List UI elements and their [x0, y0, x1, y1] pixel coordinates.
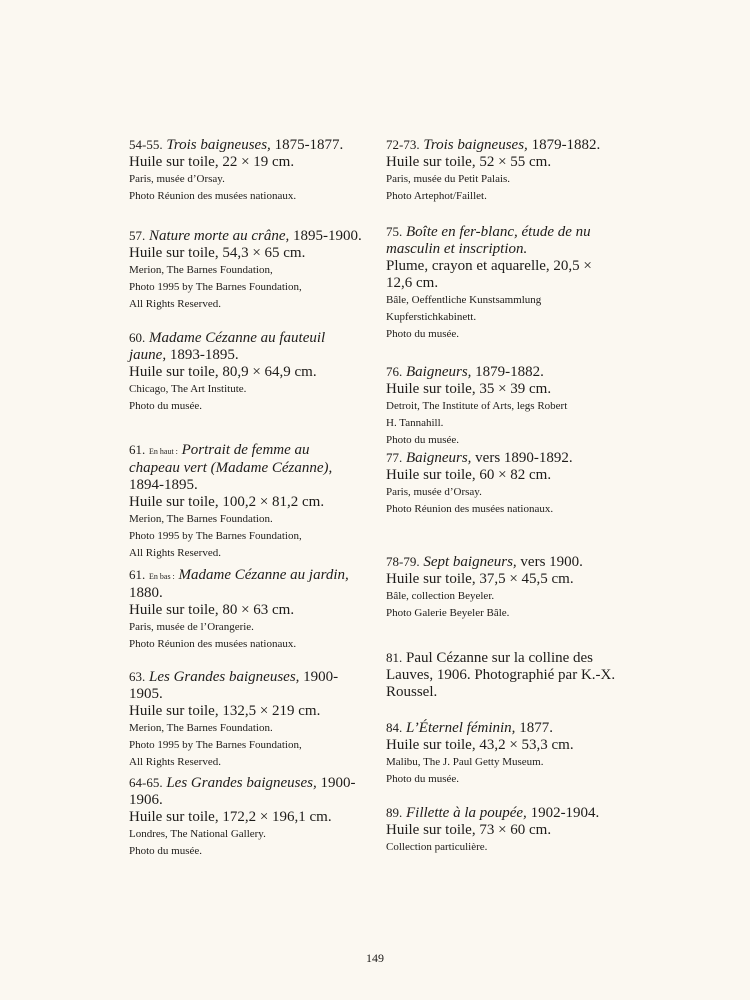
entry-heading	[129, 441, 364, 494]
position-note: En haut :	[149, 447, 178, 456]
artwork-medium: Plume, crayon et aquarelle, 20,5 × 12,6 cm.	[386, 258, 592, 291]
location-line: Londres, The National Gallery.	[129, 828, 266, 840]
plate-number: 84.	[386, 720, 403, 735]
plate-number: 77.	[386, 450, 403, 465]
artwork-date: 1895-1900.	[289, 228, 362, 244]
artwork-title: L’Éternel féminin,	[406, 720, 516, 736]
plate-number: 64-65.	[129, 775, 163, 790]
artwork-medium: Huile sur toile, 100,2 × 81,2 cm.	[129, 494, 325, 510]
artwork-title: Les Grandes baigneuses,	[166, 775, 317, 791]
artwork-date: 1900-1905.	[129, 669, 339, 702]
location-line: Photo 1995 by The Barnes Foundation,	[129, 739, 302, 751]
artwork-title: Portrait de femme au chapeau vert (Madame Cézanne),	[129, 442, 333, 476]
entry-heading	[386, 553, 618, 571]
artwork-date: 1880.	[129, 585, 163, 601]
catalog-entry	[386, 449, 618, 518]
location-line: Photo Réunion des musées nationaux.	[129, 190, 297, 202]
catalog-entry	[386, 136, 618, 205]
artwork-date: 1879-1882.	[527, 137, 601, 153]
plate-number: 61.	[129, 567, 146, 582]
entry-heading	[386, 804, 618, 822]
location-line: Photo du musée.	[386, 773, 460, 785]
plate-number: 75.	[386, 224, 403, 239]
entry-heading	[129, 668, 364, 703]
catalog-entry	[386, 553, 618, 622]
artwork-medium: Huile sur toile, 43,2 × 53,3 cm.	[386, 737, 574, 753]
location-line: Photo 1995 by The Barnes Foundation,	[129, 530, 302, 542]
artwork-medium: Huile sur toile, 80 × 63 cm.	[129, 602, 295, 618]
artwork-date: 1902-1904.	[526, 805, 600, 821]
plate-number: 76.	[386, 364, 403, 379]
catalog-entry	[386, 223, 618, 343]
artwork-title: Trois baigneuses,	[423, 137, 528, 153]
artwork-date: 1877.	[515, 720, 553, 736]
location-line: Merion, The Barnes Foundation,	[129, 264, 273, 276]
entry-heading	[386, 449, 618, 467]
plate-number: 72-73.	[386, 137, 420, 152]
artwork-title: Boîte en fer-blanc, étude de nu masculin et inscription.	[386, 224, 591, 257]
location-line: Detroit, The Institute of Arts, legs Robert	[386, 400, 568, 412]
artwork-medium: Huile sur toile, 52 × 55 cm.	[386, 154, 552, 170]
position-note: En bas :	[149, 572, 175, 581]
artwork-medium: Paul Cézanne sur la colline des Lauves, 1906. Photographié par K.-X. Roussel.	[386, 650, 616, 700]
artwork-medium: Huile sur toile, 73 × 60 cm.	[386, 822, 552, 838]
location-line: All Rights Reserved.	[129, 547, 221, 559]
location-line: Malibu, The J. Paul Getty Museum.	[386, 756, 544, 768]
artwork-date: 1893-1895.	[166, 347, 239, 363]
artwork-medium: Huile sur toile, 22 × 19 cm.	[129, 154, 295, 170]
artwork-date: 1894-1895.	[129, 477, 198, 493]
location-line: Paris, musée de l’Orangerie.	[129, 621, 254, 633]
location-line: Paris, musée d’Orsay.	[129, 173, 225, 185]
location-line: Collection particulière.	[386, 841, 488, 853]
location-line: Merion, The Barnes Foundation.	[129, 722, 273, 734]
location-line: Photo Réunion des musées nationaux.	[386, 503, 554, 515]
entry-heading	[129, 227, 364, 245]
artwork-medium: Huile sur toile, 132,5 × 219 cm.	[129, 703, 321, 719]
entry-heading	[386, 223, 618, 258]
artwork-title: Baigneurs,	[406, 364, 472, 380]
location-line: Photo Galerie Beyeler Bâle.	[386, 607, 510, 619]
catalog-entry	[386, 804, 618, 856]
plate-number: 61.	[129, 442, 146, 457]
artwork-title: Les Grandes baigneuses,	[149, 669, 300, 685]
plate-number: 60.	[129, 330, 146, 345]
artwork-title: Sept baigneurs,	[423, 554, 517, 570]
artwork-medium: Huile sur toile, 37,5 × 45,5 cm.	[386, 571, 574, 587]
entry-heading	[129, 774, 364, 809]
plate-number: 57.	[129, 228, 146, 243]
artwork-title: Nature morte au crâne,	[149, 228, 290, 244]
location-line: Photo du musée.	[386, 434, 460, 446]
location-line: Photo 1995 by The Barnes Foundation,	[129, 281, 302, 293]
plate-number: 63.	[129, 669, 146, 684]
entry-heading	[386, 136, 618, 154]
location-line: Chicago, The Art Institute.	[129, 383, 247, 395]
entry-heading	[129, 136, 364, 154]
artwork-title: Madame Cézanne au fauteuil jaune,	[129, 330, 326, 363]
plate-number: 54-55.	[129, 137, 163, 152]
artwork-title: Madame Cézanne au jardin,	[178, 567, 349, 583]
location-line: Paris, musée du Petit Palais.	[386, 173, 511, 185]
artwork-title: Baigneurs,	[406, 450, 472, 466]
location-line: Photo du musée.	[386, 328, 460, 340]
artwork-title: Trois baigneuses,	[166, 137, 271, 153]
catalog-entry	[386, 719, 618, 788]
artwork-date: 1879-1882.	[471, 364, 544, 380]
catalog-entry	[129, 227, 364, 313]
catalog-entry	[129, 774, 364, 860]
location-line: Photo Artephot/Faillet.	[386, 190, 487, 202]
catalog-entry	[129, 441, 364, 562]
artwork-medium: Huile sur toile, 172,2 × 196,1 cm.	[129, 809, 332, 825]
location-line: Photo du musée.	[129, 845, 203, 857]
artwork-date: vers 1890-1892.	[471, 450, 573, 466]
entry-heading	[386, 363, 618, 381]
entry-heading	[386, 649, 618, 701]
artwork-medium: Huile sur toile, 80,9 × 64,9 cm.	[129, 364, 317, 380]
location-line: All Rights Reserved.	[129, 298, 221, 310]
location-line: Paris, musée d’Orsay.	[386, 486, 482, 498]
plate-number: 89.	[386, 805, 403, 820]
catalog-entry	[129, 668, 364, 771]
artwork-date: vers 1900.	[516, 554, 583, 570]
artwork-date: 1900-1906.	[129, 775, 356, 808]
artwork-medium: Huile sur toile, 35 × 39 cm.	[386, 381, 552, 397]
artwork-title: Fillette à la poupée,	[406, 805, 527, 821]
page-number: 149	[366, 951, 384, 965]
entry-heading	[386, 719, 618, 737]
catalog-entry	[129, 329, 364, 415]
location-line: H. Tannahill.	[386, 417, 444, 429]
plate-number: 81.	[386, 650, 403, 665]
artwork-medium: Huile sur toile, 54,3 × 65 cm.	[129, 245, 306, 261]
location-line: Photo du musée.	[129, 400, 203, 412]
location-line: Merion, The Barnes Foundation.	[129, 513, 273, 525]
artwork-medium: Huile sur toile, 60 × 82 cm.	[386, 467, 552, 483]
location-line: Kupferstichkabinett.	[386, 311, 477, 323]
artwork-date: 1875-1877.	[270, 137, 344, 153]
catalog-entry	[386, 363, 618, 449]
location-line: Bâle, Oeffentliche Kunstsammlung	[386, 294, 542, 306]
entry-heading	[129, 566, 364, 602]
location-line: Bâle, collection Beyeler.	[386, 590, 495, 602]
plate-number: 78-79.	[386, 554, 420, 569]
location-line: Photo Réunion des musées nationaux.	[129, 638, 297, 650]
entry-heading	[129, 329, 364, 364]
catalog-entry	[129, 136, 364, 205]
location-line: All Rights Reserved.	[129, 756, 221, 768]
catalog-entry	[386, 649, 618, 701]
catalog-entry	[129, 566, 364, 653]
